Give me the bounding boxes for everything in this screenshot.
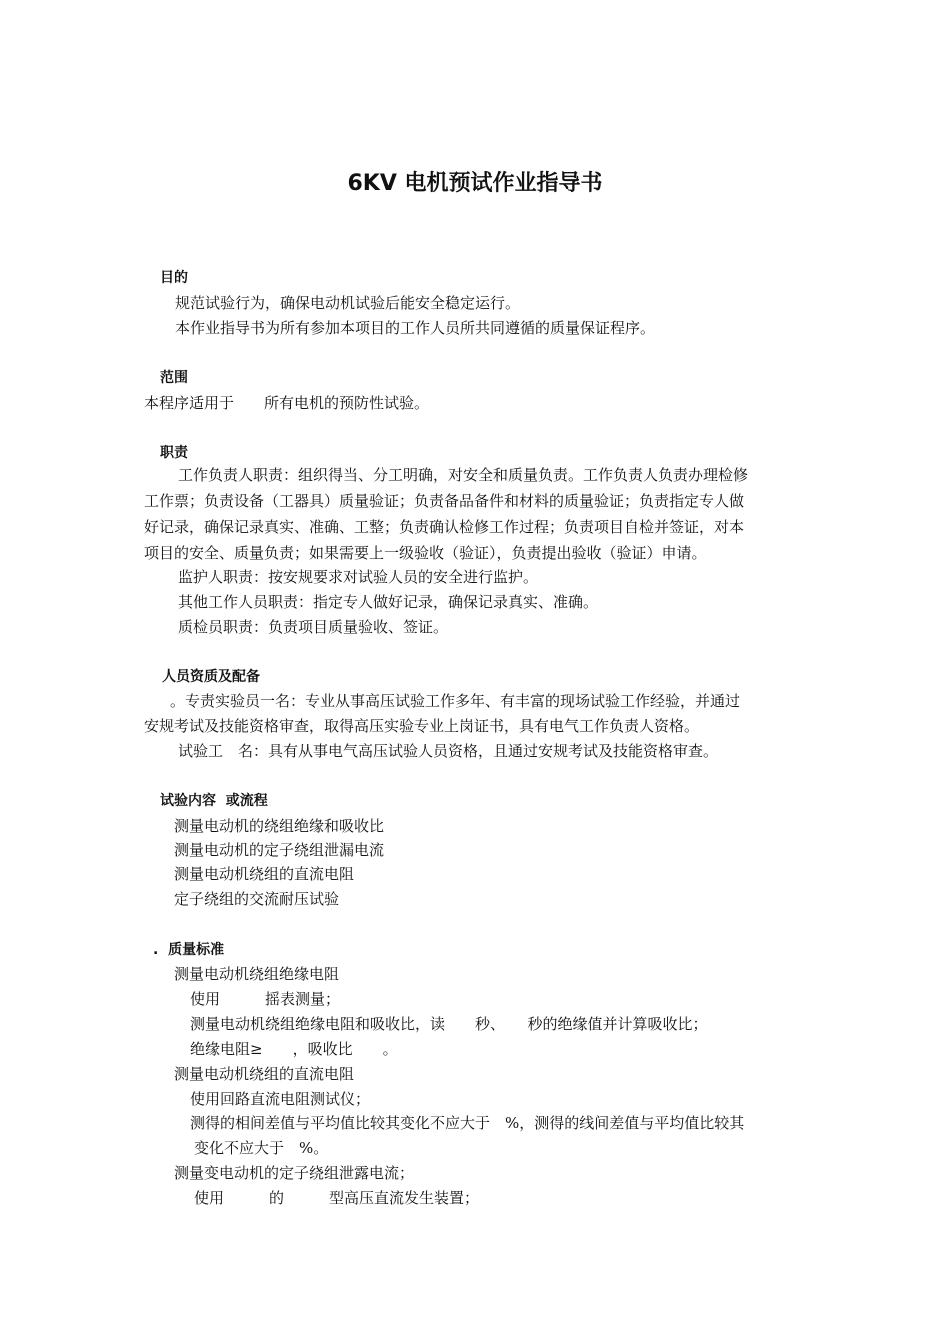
duties-line: 工作负责人职责：组织得当、分工明确，对安全和质量负责。工作负责人负责办理检修	[178, 466, 749, 484]
test-content-item: 定子绕组的交流耐压试验	[174, 890, 340, 908]
duties-line: 其他工作人员职责：指定专人做好记录，确保记录真实、准确。	[178, 593, 599, 611]
quality-line: 测量变电动机的定子绕组泄露电流；	[174, 1164, 415, 1182]
duties-line: 质检员职责：负责项目质量验收、签证。	[178, 618, 449, 636]
quality-line: 使用回路直流电阻测试仪；	[190, 1090, 371, 1108]
duties-line: 项目的安全、质量负责；如果需要上一级验收（验证），负责提出验收（验证）申请。	[144, 544, 707, 562]
section-heading-test-content: 试验内容 或流程	[160, 793, 268, 809]
duties-line: 好记录，确保记录真实、准确、工整；负责确认检修工作过程；负责项目自检并签证，对本	[144, 518, 745, 536]
purpose-line: 规范试验行为，确保电动机试验后能安全稳定运行。	[175, 294, 521, 312]
quality-line: 变化不应大于 %。	[194, 1139, 329, 1157]
scope-line: 本程序适用于 所有电机的预防性试验。	[144, 394, 430, 412]
duties-line: 监护人职责：按安规要求对试验人员的安全进行监护。	[178, 568, 539, 586]
section-heading-duties: 职责	[160, 445, 188, 461]
quality-line: 测量电动机绕组绝缘电阻和吸收比，读 秒、 秒的绝缘值并计算吸收比；	[190, 1015, 708, 1033]
quality-line: 测得的相间差值与平均值比较其变化不应大于 %，测得的线间差值与平均值比较其	[190, 1114, 745, 1132]
personnel-line: 安规考试及技能资格审查，取得高压实验专业上岗证书，具有电气工作负责人资格。	[144, 717, 700, 735]
section-heading-scope: 范围	[160, 370, 188, 386]
section-heading-purpose: 目的	[160, 270, 188, 286]
personnel-line: 。专责实验员一名：专业从事高压试验工作多年、有丰富的现场试验工作经验，并通过	[170, 692, 741, 710]
quality-line: 测量电动机绕组的直流电阻	[174, 1065, 355, 1083]
purpose-line: 本作业指导书为所有参加本项目的工作人员所共同遵循的质量保证程序。	[175, 319, 656, 337]
quality-line: 测量电动机绕组绝缘电阻	[174, 965, 340, 983]
page-title: 6KV 电机预试作业指导书	[347, 171, 603, 196]
quality-line: 使用 摇表测量；	[190, 990, 341, 1008]
test-content-item: 测量电动机的定子绕组泄漏电流	[174, 841, 385, 859]
duties-line: 工作票；负责设备（工器具）质量验证；负责备品备件和材料的质量验证；负责指定专人做	[144, 492, 745, 510]
test-content-item: 测量电动机的绕组绝缘和吸收比	[174, 817, 385, 835]
quality-line: 绝缘电阻≥ ，吸收比 。	[190, 1040, 398, 1058]
section-heading-quality: . 质量标准	[153, 942, 225, 958]
section-heading-personnel: 人员资质及配备	[162, 669, 260, 685]
personnel-line: 试验工 名：具有从事电气高压试验人员资格，且通过安规考试及技能资格审查。	[178, 742, 719, 760]
quality-line: 使用 的 型高压直流发生装置；	[194, 1189, 480, 1207]
test-content-item: 测量电动机绕组的直流电阻	[174, 865, 355, 883]
